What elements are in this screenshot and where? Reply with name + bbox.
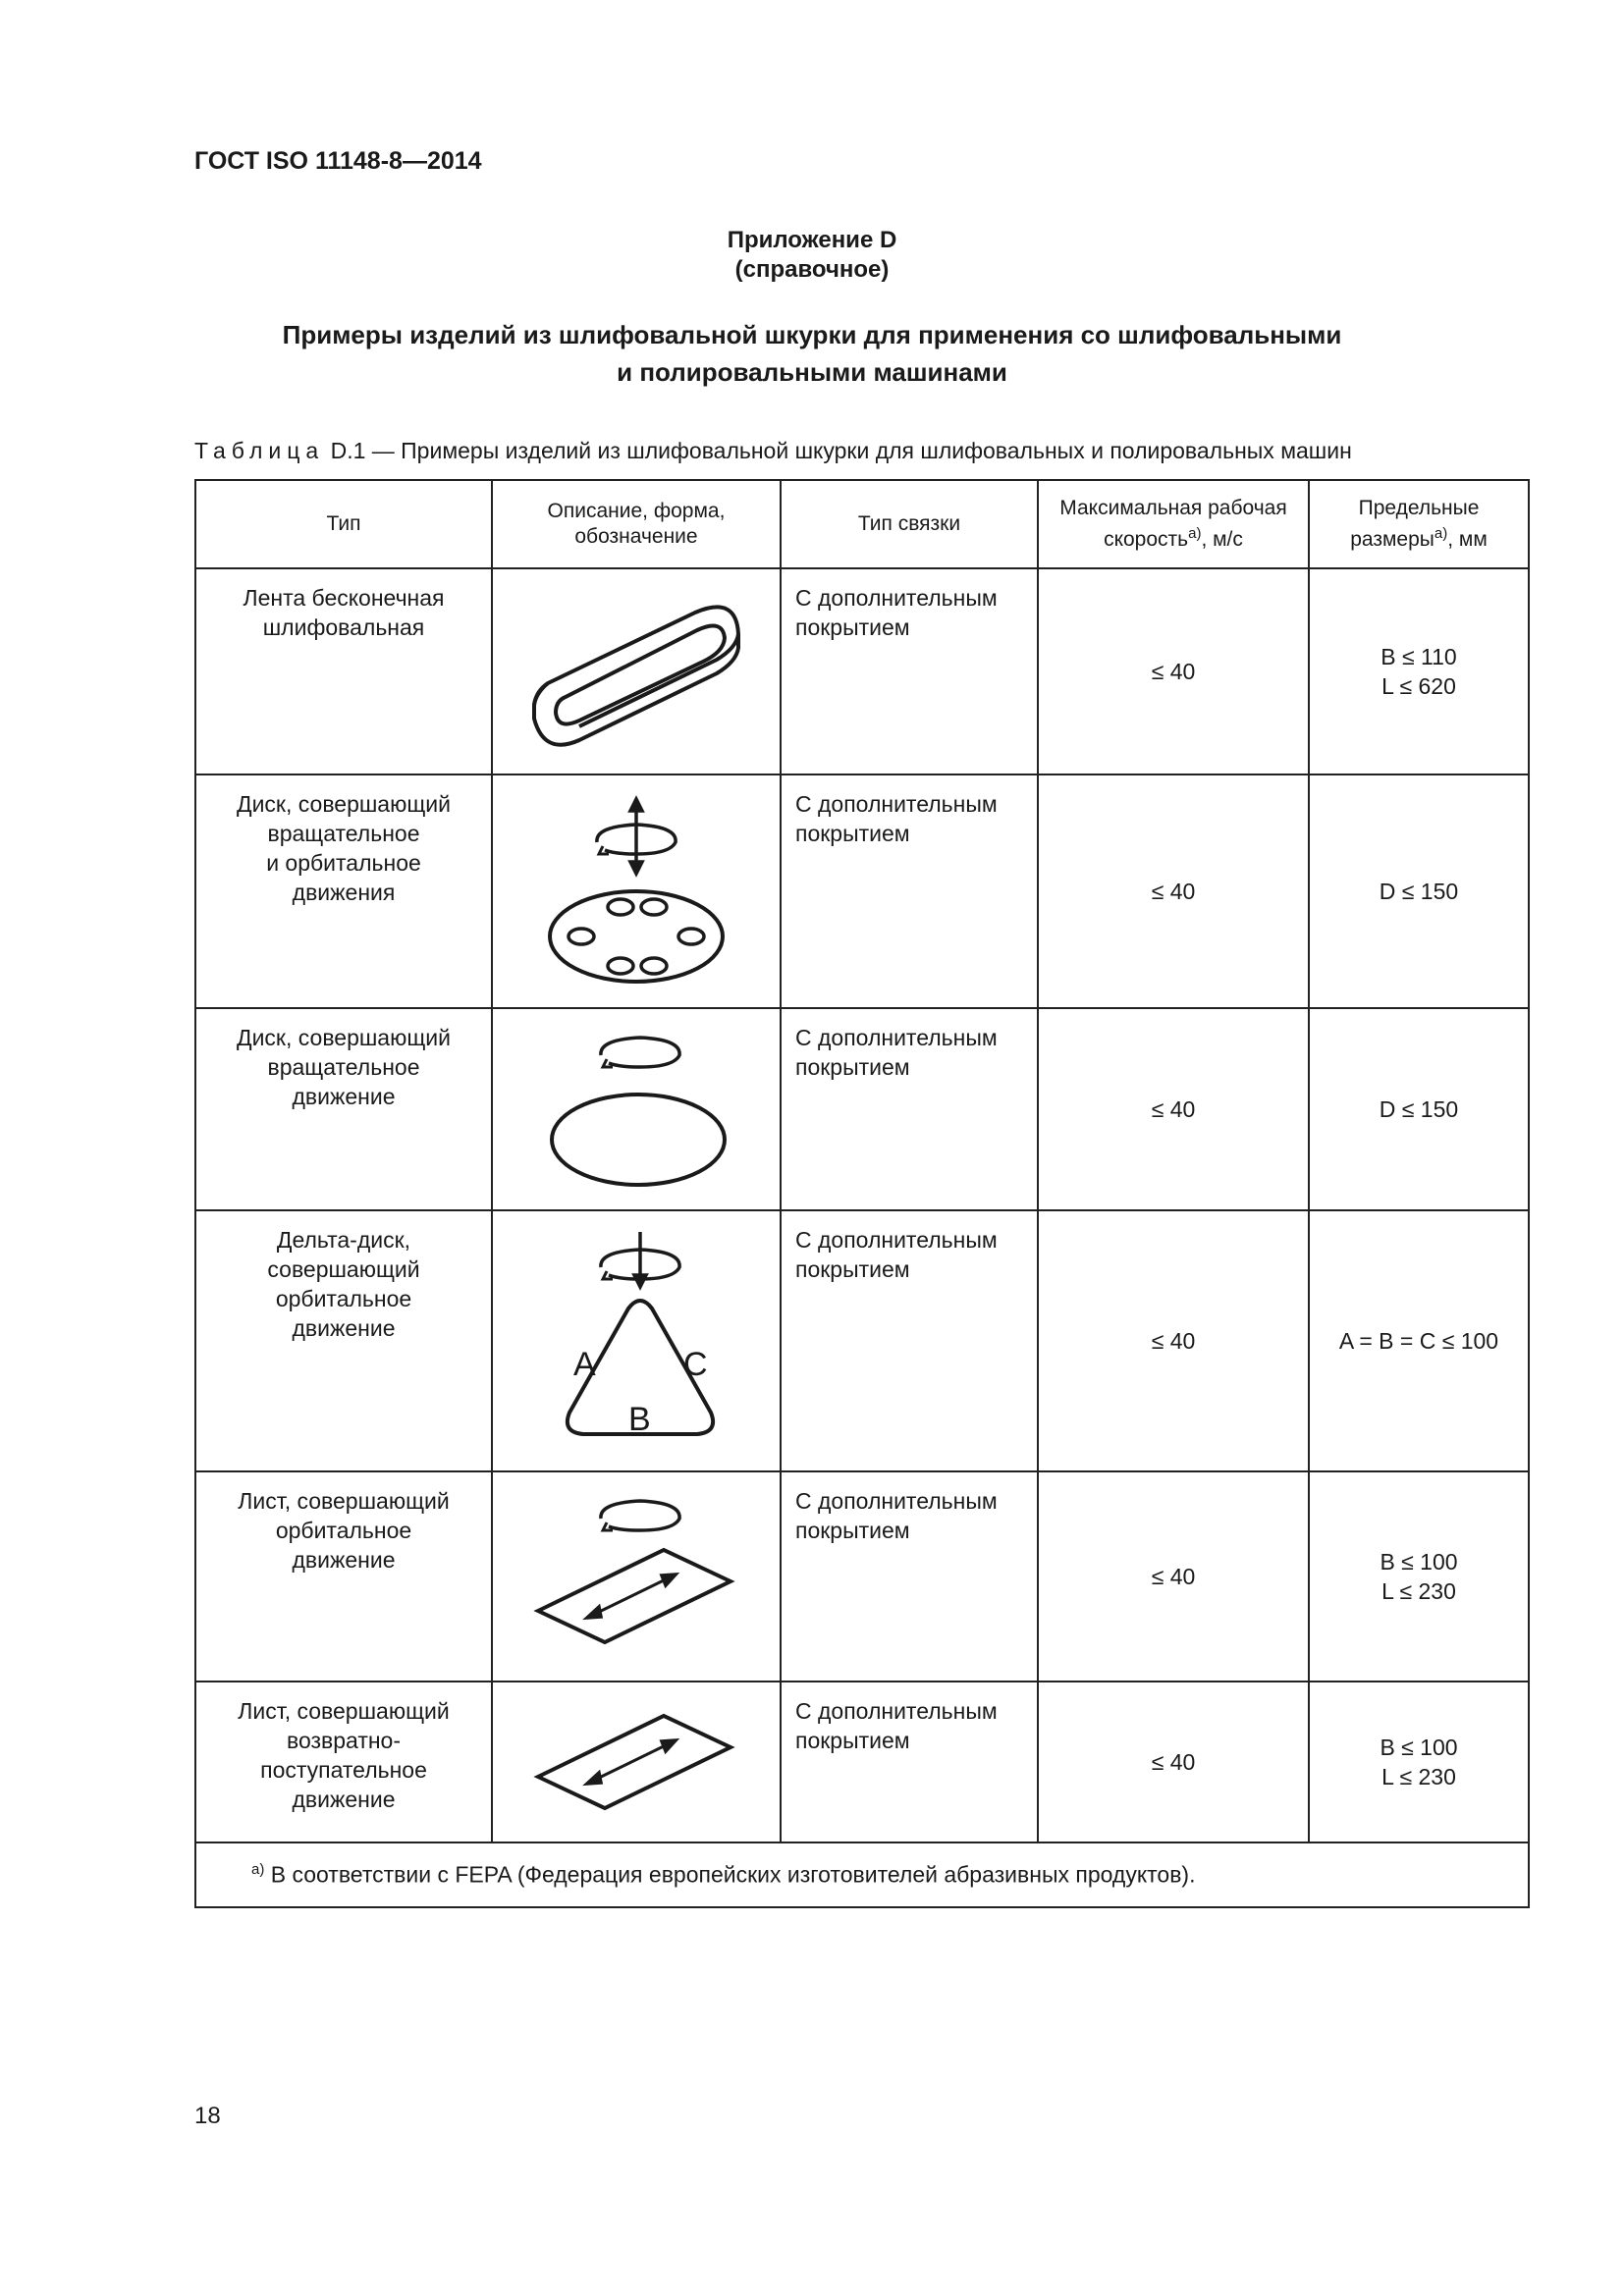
- row-bond: С дополнительным покрытием: [781, 1210, 1038, 1471]
- orbital-sheet-icon: [528, 1493, 744, 1660]
- row-bond: С дополнительным покрытием: [781, 1471, 1038, 1682]
- row-bond: С дополнительным покрытием: [781, 774, 1038, 1008]
- table-footnote: $^{а)}$ В соответствии с FEPA (Федерация европейских изготовителей абразивных продуктов).: [195, 1842, 1529, 1907]
- row-figure: [492, 1008, 781, 1210]
- delta-label-b: B: [628, 1401, 651, 1438]
- row-figure: [492, 568, 781, 774]
- table-row: [195, 1210, 1529, 1471]
- delta-disc-icon: [538, 1228, 734, 1454]
- table-row: [195, 774, 1529, 1008]
- table-row: [195, 1008, 1529, 1210]
- header-type: Тип: [195, 480, 492, 568]
- page-number: 18: [194, 2103, 221, 2129]
- row-size: D ≤ 150: [1309, 774, 1529, 1008]
- annex-heading: [0, 226, 1624, 285]
- row-speed: ≤ 40: [1038, 774, 1309, 1008]
- row-type: Лента бесконечная шлифовальная: [195, 568, 492, 774]
- table-caption-text: D.1 — Примеры изделий из шлифовальной шкурки для шлифовальных и полировальных машин: [330, 438, 1352, 463]
- table-row: [195, 1682, 1529, 1842]
- row-type: Диск, совершающий вращательное движение: [195, 1008, 492, 1210]
- products-table: [194, 479, 1530, 1908]
- row-speed: ≤ 40: [1038, 1210, 1309, 1471]
- row-type: Лист, совершающий возвратно- поступательное движение: [195, 1682, 492, 1842]
- row-figure: [492, 1682, 781, 1842]
- row-speed: ≤ 40: [1038, 1682, 1309, 1842]
- annex-subtitle: (справочное): [734, 256, 890, 283]
- document-header: ГОСТ ISO 11148-8—2014: [194, 147, 482, 175]
- row-speed: ≤ 40: [1038, 568, 1309, 774]
- header-bond: Тип связки: [781, 480, 1038, 568]
- endless-belt-icon: [518, 583, 754, 760]
- row-speed: ≤ 40: [1038, 1471, 1309, 1682]
- page-title: [0, 316, 1624, 391]
- row-type: Лист, совершающий орбитальное движение: [195, 1471, 492, 1682]
- page-title-line1: Примеры изделий из шлифовальной шкурки для применения со шлифовальными: [282, 320, 1342, 349]
- row-figure: [492, 774, 781, 1008]
- table-caption: [194, 438, 1352, 464]
- header-speed: Максимальная рабочая скорость$^{а)}$, м/с: [1038, 480, 1309, 568]
- delta-label-a: A: [573, 1346, 596, 1383]
- row-bond: С дополнительным покрытием: [781, 568, 1038, 774]
- reciprocating-sheet-icon: [528, 1708, 744, 1816]
- annex-title: Приложение D: [727, 227, 897, 253]
- row-size: A = B = C ≤ 100: [1309, 1210, 1529, 1471]
- row-size: B ≤ 100 L ≤ 230: [1309, 1471, 1529, 1682]
- table-row: [195, 1471, 1529, 1682]
- table-caption-label: Таблица: [194, 438, 325, 463]
- rotating-disc-icon: [538, 1026, 734, 1193]
- delta-label-c: C: [683, 1346, 708, 1383]
- table-header-row: [195, 480, 1529, 568]
- row-bond: С дополнительным покрытием: [781, 1682, 1038, 1842]
- row-figure: [492, 1471, 781, 1682]
- row-size: B ≤ 100 L ≤ 230: [1309, 1682, 1529, 1842]
- row-bond: С дополнительным покрытием: [781, 1008, 1038, 1210]
- page-title-line2: и полировальными машинами: [617, 357, 1007, 387]
- table-footnote-row: [195, 1842, 1529, 1907]
- row-size: D ≤ 150: [1309, 1008, 1529, 1210]
- header-size: Предельные размеры$^{а)}$, мм: [1309, 480, 1529, 568]
- row-type: Диск, совершающий вращательное и орбитальное движения: [195, 774, 492, 1008]
- header-description: Описание, форма, обозначение: [492, 480, 781, 568]
- row-size: B ≤ 110 L ≤ 620: [1309, 568, 1529, 774]
- row-speed: ≤ 40: [1038, 1008, 1309, 1210]
- row-figure: [492, 1210, 781, 1471]
- orbital-perforated-disc-icon: [538, 793, 734, 989]
- row-type: Дельта-диск, совершающий орбитальное движение: [195, 1210, 492, 1471]
- table-row: [195, 568, 1529, 774]
